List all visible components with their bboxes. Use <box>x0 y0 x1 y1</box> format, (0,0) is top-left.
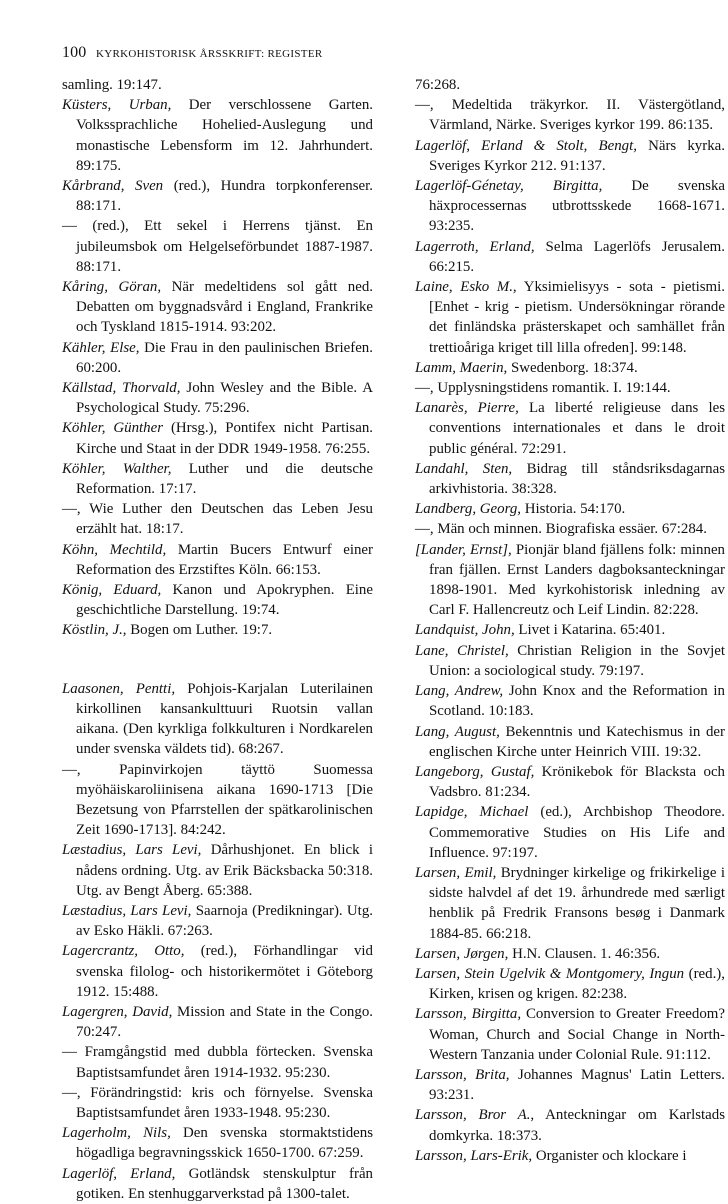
entry-author: Laasonen, Pentti, <box>62 680 176 697</box>
index-entry <box>62 540 373 580</box>
index-entry <box>415 944 725 964</box>
entry-text: —, Medeltida träkyrkor. II. Västergötland, Värmland, Närke. Sveriges kyrkor 199. 86:135. <box>415 97 725 134</box>
entry-text: (ed.), Archbishop Theodore. Commemorative Studies on His Life and Influence. 97:197. <box>429 804 725 861</box>
entry-text: (red.), Kirken, krisen og krigen. 82:238. <box>429 965 725 1003</box>
entry-author: Lagerlöf, Erland & Stolt, Bengt, <box>415 137 637 154</box>
entry-text: Bidrag till ståndsriksdagarnas arkivhistoria. 38:328. <box>429 460 725 498</box>
index-entry <box>62 75 373 95</box>
entry-author: Larsson, Birgitta, <box>415 1006 522 1023</box>
entry-text: —, Upplysningstidens romantik. I. 19:144. <box>415 380 671 397</box>
entry-text: Pionjär bland fjällens folk: minnen fran fjällen. Ernst Landers dagboksanteckningar 1898-1901. Med kyrkohistorisk inledning av Carl F. Hallencreutz och Leif Lindin. 82:228. <box>429 541 725 619</box>
entry-author: Källstad, Thorvald, <box>62 380 181 397</box>
index-entry <box>415 681 725 721</box>
entry-author: Landquist, John, <box>415 622 515 639</box>
index-entry <box>415 641 725 681</box>
entry-text: John Knox and the Reformation in Scotland. 10:183. <box>429 683 725 720</box>
index-entry <box>415 519 725 539</box>
entry-author: Lagercrantz, Otto, <box>62 943 185 960</box>
entry-text: Swedenborg. 18:374. <box>507 359 638 376</box>
index-entry <box>415 722 725 762</box>
entry-text: —, Papinvirkojen täyttö Suomessa myöhäiskaroliinisena aikana 1690-1713 [Die Bezetsung von Pfarrstellen der spätkarolinischen Zeit 1690-1713]. 84:242. <box>62 761 373 839</box>
index-entry <box>62 338 373 378</box>
index-entry <box>62 580 373 620</box>
page-number: 100 <box>62 44 87 61</box>
index-entry <box>62 1083 373 1123</box>
entry-text: Der verschlossene Garten. Volkssprachliche Hohelied-Auslegung und monastische Lebensform im 12. Jahrhundert. 89:175. <box>76 97 373 174</box>
entry-author: König, Eduard, <box>62 582 162 599</box>
entry-text: Organister och klockare i <box>532 1147 687 1164</box>
entry-author: Larsen, Stein Ugelvik & Montgomery, Ingun <box>415 965 685 982</box>
entry-author: Larsson, Brita, <box>415 1066 510 1083</box>
index-entry <box>415 540 725 621</box>
entry-text: Krönikebok för Blacksta och Vadsbro. 81:234. <box>429 763 725 801</box>
entry-author: Köhler, Günther <box>62 420 164 437</box>
index-entry <box>415 1065 725 1105</box>
entry-text: Dårhushjonet. En blick i nådens ordning. Utg. av Erik Bäcksbacka 50:318. Utg. av Bengt Åberg. 65:388. <box>76 842 373 899</box>
index-entry <box>415 277 725 358</box>
entry-text: Martin Bucers Entwurf einer Reformation des Erzstiftes Köln. 66:153. <box>76 541 373 578</box>
entry-text: Pohjois-Karjalan Luterilainen kirkollinen kansankulttuuri Ruotsin vallan aikana. (Den kyrkliga folkkulturen i Nordkarelen under svenska väldets tid). 68:267. <box>76 680 373 758</box>
entry-text: Närs kyrka. Sveriges Kyrkor 212. 91:137. <box>429 137 725 174</box>
entry-text: Selma Lagerlöfs Jerusalem. 66:215. <box>429 238 725 275</box>
entry-author: Kåring, Göran, <box>62 279 162 296</box>
entry-text: — Framgångstid med dubbla förtecken. Svenska Baptistsamfundet åren 1914-1932. 95:230. <box>62 1044 373 1081</box>
section-gap <box>62 641 373 679</box>
entry-author: Köstlin, J., <box>62 622 127 639</box>
entry-text: Yksimielisyys - sota - pietismi. [Enhet - krig - pietism. Undersökningar rörande det finländska prästerskapet och samhället från trettioåriga kriget till lilla ofreden]. 99:148. <box>429 279 725 356</box>
entry-text: Saarnoja (Predikningar). Utg. av Esko Häkli. 67:263. <box>76 902 373 940</box>
entry-text: Conversion to Greater Freedom? Woman, Church and Social Change in North-Western Tanzania under Colonial Rule. 91:112. <box>429 1006 725 1063</box>
entry-text: Johannes Magnus' Latin Letters. 93:231. <box>429 1066 725 1104</box>
entry-text: samling. 19:147. <box>62 77 162 93</box>
index-entry <box>62 1042 373 1082</box>
index-entry <box>415 398 725 459</box>
index-entry <box>62 1123 373 1163</box>
entry-text: H.N. Clausen. 1. 46:356. <box>508 945 661 962</box>
entry-text: Livet i Katarina. 65:401. <box>514 622 666 639</box>
entry-text: Christian Religion in the Sovjet Union: a sociological study. 79:197. <box>429 642 726 679</box>
index-entry <box>415 358 725 378</box>
entry-text: John Wesley and the Bible. A Psychological Study. 75:296. <box>76 380 374 417</box>
entry-author: Kårbrand, Sven <box>62 178 164 195</box>
entry-text: Gotländsk stenskulptur från gotiken. En stenhuggarverkstad på 1300-talet. <box>76 1165 374 1202</box>
index-entry <box>62 901 373 941</box>
entry-text: Luther und die deutsche Reformation. 17:17. <box>76 460 373 498</box>
entry-text: (Hrsg.), Pontifex nicht Partisan. Kirche und Staat in der DDR 1949-1958. 76:255. <box>76 420 374 457</box>
index-entry <box>62 176 373 216</box>
index-entry <box>62 499 373 539</box>
running-title: KYRKOHISTORISK ÅRSSKRIFT: REGISTER <box>96 48 323 60</box>
entry-author: Landahl, Sten, <box>415 460 513 477</box>
entry-text: —, Wie Luther den Deutschen das Leben Jesu erzählt hat. 18:17. <box>62 501 373 538</box>
index-entry <box>415 136 725 176</box>
index-entry <box>62 216 373 277</box>
entry-text: —, Män och minnen. Biografiska essäer. 67:284. <box>415 521 707 538</box>
entry-text: Brydninger kirkelige og frikirkelige i sidste halvdel af det 19. århundrede med særligt henblik på Fredrik Fransons besøg i Danmark 1884-85. 66:218. <box>429 864 725 942</box>
index-entry <box>62 941 373 1002</box>
entry-text: —, Förändringstid: kris och förnyelse. Svenska Baptistsamfundet åren 1933-1948. 95:230. <box>62 1084 373 1121</box>
index-entry <box>62 760 373 841</box>
index-entry <box>415 802 725 863</box>
index-entry <box>415 237 725 277</box>
index-entry <box>62 459 373 499</box>
entry-text: Historia. 54:170. <box>521 501 626 518</box>
index-entry <box>415 499 725 519</box>
entry-author: Lagerlöf-Génetay, Birgitta, <box>415 178 603 195</box>
index-entry <box>415 378 725 398</box>
entry-text: Die Frau in den paulinischen Briefen. 60:200. <box>76 339 373 376</box>
entry-author: Lagergren, David, <box>62 1003 173 1020</box>
index-entry <box>415 1004 725 1065</box>
index-entry <box>62 378 373 418</box>
entry-text: Anteckningar om Karlstads domkyrka. 18:373. <box>429 1107 725 1144</box>
left-column <box>62 75 373 1204</box>
index-entry <box>415 863 725 944</box>
entry-author: Larsson, Lars-Erik, <box>415 1147 533 1164</box>
index-entry <box>62 418 373 458</box>
entry-author: Larsen, Jørgen, <box>415 945 509 962</box>
index-entry <box>415 964 725 1004</box>
entry-text: När medeltidens sol gått ned. Debatten om byggnadsvård i England, Frankrike och Tyskland 1815-1914. 93:202. <box>76 279 373 336</box>
index-entry <box>62 277 373 338</box>
index-entry <box>62 840 373 901</box>
entry-text: 76:268. <box>415 77 461 93</box>
entry-author: Larsson, Bror A., <box>415 1107 535 1124</box>
right-column <box>415 75 725 1166</box>
entry-text: Bekenntnis und Katechismus in der englischen Kirche unter Heinrich VIII. 19:32. <box>429 723 725 760</box>
index-entry <box>415 95 725 135</box>
entry-author: Lagerroth, Erland, <box>415 238 535 255</box>
entry-author: Langeborg, Gustaf, <box>415 763 535 780</box>
entry-text: De svenska häxprocessernas utbrottsskede 1668-1671. 93:235. <box>429 178 725 235</box>
entry-text: Mission and State in the Congo. 70:247. <box>76 1003 373 1041</box>
entry-author: Kähler, Else, <box>62 339 140 356</box>
entry-author: Larsen, Emil, <box>415 864 497 881</box>
index-entry <box>62 679 373 760</box>
index-entry <box>415 75 725 95</box>
entry-text: Kanon und Apokryphen. Eine geschichtliche Darstellung. 19:74. <box>76 582 373 619</box>
entry-text: (red.), Hundra torpkonferenser. 88:171. <box>76 178 373 215</box>
entry-author: Laine, Esko M., <box>415 279 517 296</box>
entry-author: Lapidge, Michael <box>415 804 529 821</box>
entry-author: Landberg, Georg, <box>415 501 522 518</box>
index-entry <box>415 620 725 640</box>
index-entry <box>62 1002 373 1042</box>
entry-author: Læstadius, Lars Levi, <box>62 902 192 919</box>
entry-author: Köhler, Walther, <box>62 460 172 477</box>
index-entry <box>415 762 725 802</box>
entry-text: — (red.), Ett sekel i Herrens tjänst. En jubileumsbok om Helgelseförbundet 1887-1987. 88:171. <box>62 218 373 275</box>
entry-author: Lane, Christel, <box>415 642 509 659</box>
entry-author: Lagerholm, Nils, <box>62 1125 171 1142</box>
entry-author: Köhn, Mechtild, <box>62 541 167 558</box>
entry-author: Lang, August, <box>415 723 500 740</box>
index-entry <box>62 620 373 640</box>
entry-author: Lamm, Maerin, <box>415 359 508 376</box>
entry-author: Læstadius, Lars Levi, <box>62 842 202 859</box>
entry-author: Lang, Andrew, <box>415 683 504 700</box>
entry-author: Küsters, Urban, <box>62 97 172 114</box>
entry-author: Lanarès, Pierre, <box>415 400 519 417</box>
page-header <box>62 44 322 62</box>
entry-text: (red.), Förhandlingar vid svenska filolog- och historikermötet i Göteborg 1912. 15:488. <box>76 943 373 1000</box>
index-entry <box>62 1164 373 1204</box>
entry-author: Lagerlöf, Erland, <box>62 1165 176 1182</box>
index-entry <box>415 459 725 499</box>
index-entry <box>415 1105 725 1145</box>
index-entry <box>415 176 725 237</box>
entry-text: La liberté religieuse dans les conventions internationales et dans le droit public général. 72:291. <box>429 400 725 457</box>
index-entry <box>62 95 373 176</box>
entry-text: Den svenska stormaktstidens högadliga begravningsskick 1650-1700. 67:259. <box>76 1125 373 1162</box>
entry-text: Bogen om Luther. 19:7. <box>126 622 273 639</box>
entry-author: [Lander, Ernst], <box>415 541 512 558</box>
index-entry <box>415 1146 725 1166</box>
